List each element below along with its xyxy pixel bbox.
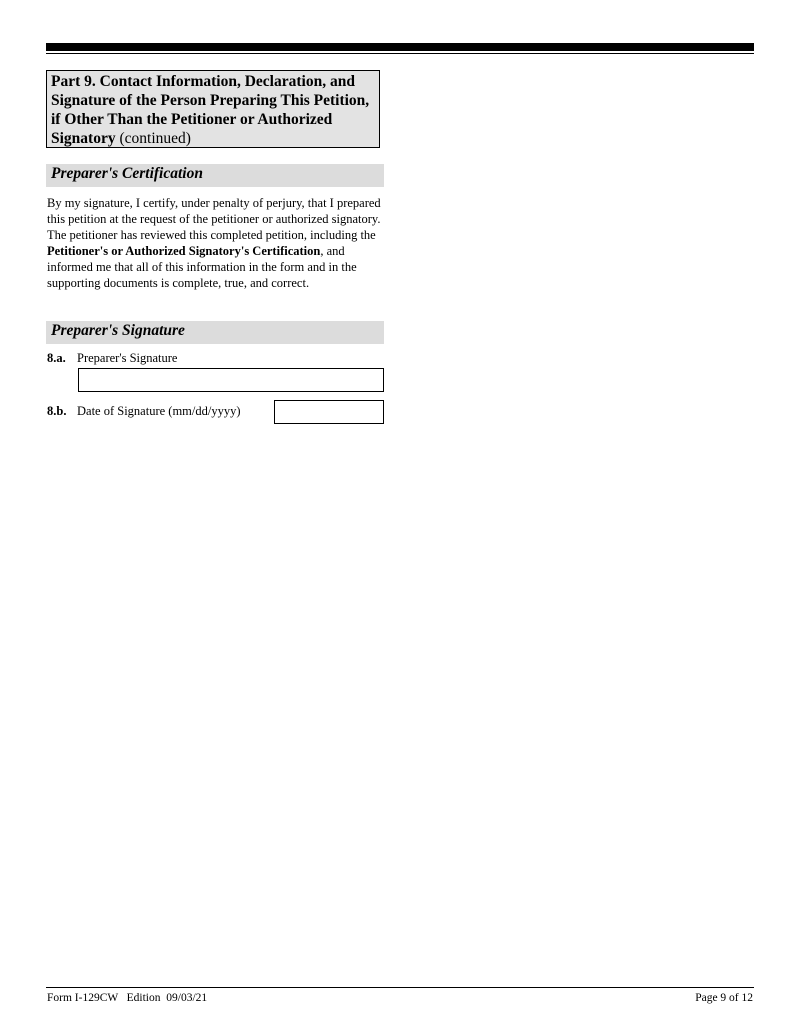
item-8b-row <box>47 404 241 419</box>
preparers-signature-heading: Preparer's Signature <box>46 321 384 344</box>
certification-text-2: , and informed me that all of this information in the form and in the supporting documents is complete, true, and correct. <box>47 244 357 290</box>
part-9-title: Part 9. Contact Information, Declaration, and Signature of the Person Preparing This Petition, if Other Than the Petitioner or Authorized Signatory <box>51 73 370 147</box>
item-8b-label: Date of Signature (mm/dd/yyyy) <box>77 404 241 418</box>
certification-text-bold: Petitioner's or Authorized Signatory's Certification <box>47 244 321 258</box>
footer-page-number: Page 9 of 12 <box>695 992 753 1004</box>
item-8a-row <box>47 351 177 366</box>
item-8a-label: Preparer's Signature <box>77 351 178 365</box>
certification-paragraph <box>47 195 382 291</box>
item-8a-number: 8.a. <box>47 351 66 365</box>
preparer-signature-field[interactable] <box>78 368 384 392</box>
header-rule-thin <box>46 53 754 54</box>
certification-text-1: By my signature, I certify, under penalty of perjury, that I prepared this petition at the request of the petitioner or authorized signatory. The petitioner has reviewed this completed petition, including the <box>47 196 381 242</box>
footer-form-edition: Form I-129CW Edition 09/03/21 <box>47 992 208 1004</box>
part-9-continued: (continued) <box>115 130 191 147</box>
footer-rule <box>46 987 754 988</box>
item-8b-number: 8.b. <box>47 404 67 418</box>
date-of-signature-field[interactable] <box>274 400 384 424</box>
header-rule-thick <box>46 43 754 51</box>
part-9-title-box <box>46 70 380 148</box>
preparers-certification-heading: Preparer's Certification <box>46 164 384 187</box>
